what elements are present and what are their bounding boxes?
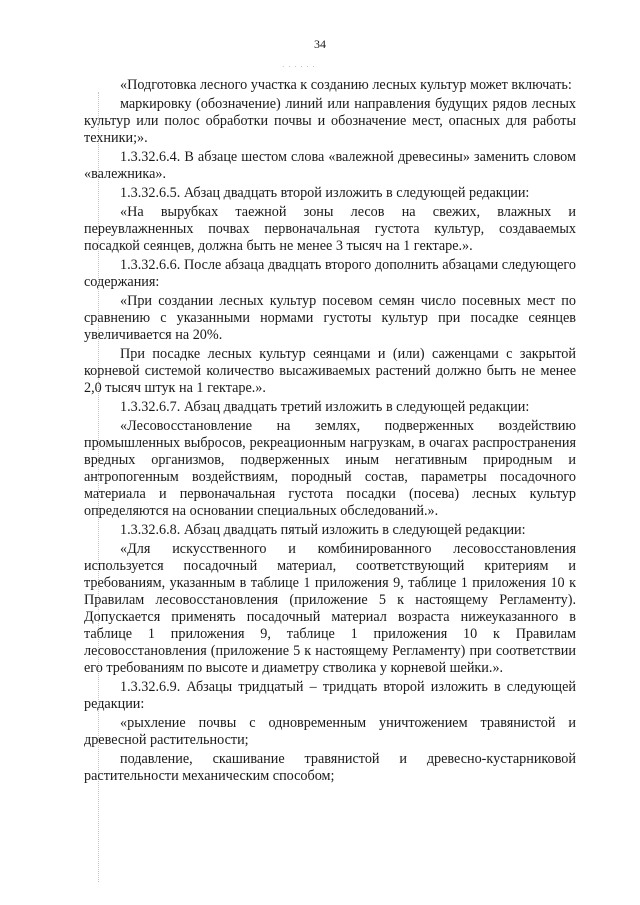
document-body [84, 77, 576, 785]
paragraph: «Для искусственного и комбинированного лесовосстановления используется посадочный материал, соответствующий критериям и требованиям, указанным в таблице 1 приложения 9, таблице 1 приложения 10 к Правилам лесовосстановления (приложение 5 к настоящему Регламенту). Допускается применять посадочный материал возраста нижеуказанного в таблице 1 приложения 9, таблице 1 приложения 10 к Правилам лесовосстановления (приложение 5 к настоящему Регламенту) при соответствии его требованиям по высоте и диаметру стволика у корневой шейки.». [84, 541, 576, 676]
faint-stamp: · · · · · · [282, 63, 316, 71]
page-number: 34 [314, 37, 326, 51]
paragraph: 1.3.32.6.5. Абзац двадцать второй изложить в следующей редакции: [120, 185, 530, 201]
paragraph: «рыхление почвы с одновременным уничтожением травянистой и древесной растительности; [84, 715, 576, 748]
paragraph: «При создании лесных культур посевом семян число посевных мест по сравнению с указанными нормами густоты культур при посадке сеянцев увеличивается на 20%. [84, 293, 576, 343]
paragraph: 1.3.32.6.9. Абзацы тридцатый – тридцать второй изложить в следующей редакции: [84, 679, 576, 712]
paragraph: подавление, скашивание травянистой и древесно-кустарниковой растительности механическим способом; [84, 751, 576, 784]
paragraph: 1.3.32.6.4. В абзаце шестом слова «валежной древесины» заменить словом «валежника». [84, 149, 576, 182]
paragraph: 1.3.32.6.6. После абзаца двадцать второго дополнить абзацами следующего содержания: [84, 257, 576, 290]
paragraph: «Лесовосстановление на землях, подверженных воздействию промышленных выбросов, рекреационным нагрузкам, в очагах распространения вредных организмов, подверженных иным негативным природным и антропогенным воздействиям, породный состав, параметры посадочного материала и первоначальная густота посадки (посева) лесных культур определяются на основании специальных обследований.». [84, 418, 576, 519]
paragraph: 1.3.32.6.8. Абзац двадцать пятый изложить в следующей редакции: [120, 522, 526, 538]
paragraph: 1.3.32.6.7. Абзац двадцать третий изложить в следующей редакции: [120, 399, 530, 415]
paragraph: «На вырубках таежной зоны лесов на свежих, влажных и переувлажненных почвах первоначальная густота культур, создаваемых посадкой сеянцев, должна быть не менее 3 тысяч на 1 гектаре.». [84, 204, 576, 254]
paragraph: При посадке лесных культур сеянцами и (или) саженцами с закрытой корневой системой количество высаживаемых растений должно быть не менее 2,0 тысяч штук на 1 гектаре.». [84, 346, 576, 396]
paragraph: «Подготовка лесного участка к созданию лесных культур может включать: [120, 77, 572, 93]
paragraph: маркировку (обозначение) линий или направления будущих рядов лесных культур или полос обработки почвы и обозначение мест, опасных для работы техники;». [84, 96, 576, 146]
